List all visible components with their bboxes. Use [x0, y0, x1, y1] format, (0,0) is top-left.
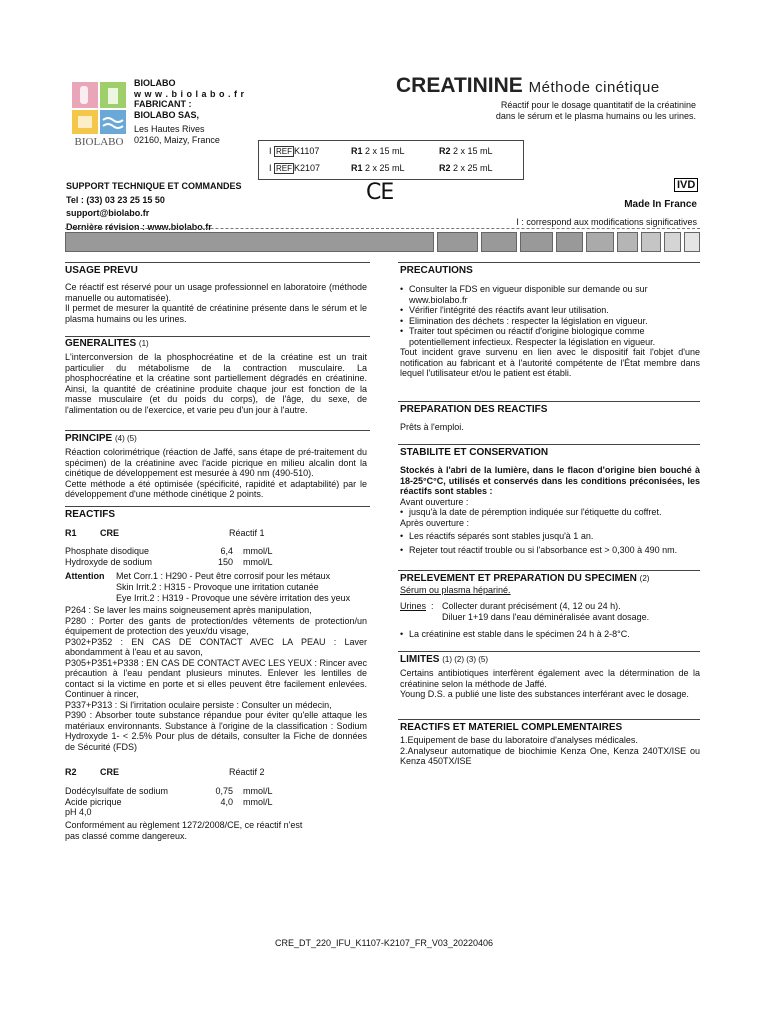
r2-label: R2	[439, 146, 451, 156]
ref-code: K2107	[294, 163, 321, 173]
conformity-note: Conformément au règlement 1272/2008/CE, ce réactif n'est pas classé comme dangereux.	[65, 820, 303, 841]
company-name: BIOLABO	[134, 78, 176, 88]
statement-p337: P337+P313 : Si l'irritation oculaire persiste : Consulter un médecin,	[65, 699, 332, 710]
limites-paragraph: Certains antibiotiques interfèrent également avec la détermination de la créatinine selon la méthode de Jaffé.	[400, 668, 700, 689]
section-reactifs-title: REACTIFS	[65, 509, 115, 520]
section-prelevement-title	[400, 573, 649, 584]
section-materiel-title: REACTIFS ET MATERIEL COMPLEMENTAIRES	[400, 722, 623, 733]
address-line-2: 02160, Maizy, France	[134, 134, 220, 145]
specimen-list	[400, 629, 700, 640]
composition-row	[65, 786, 305, 797]
component-name: Acide picrique	[65, 796, 122, 807]
r1-composition	[65, 546, 305, 567]
band-segment	[617, 232, 639, 252]
materiel-item: 2.Analyseur automatique de biochimie Kenza One, Kenza 240TX/ISE ou Kenza 450TX/ISE	[400, 745, 700, 766]
section-principe-title	[65, 433, 137, 444]
hazard-line: Met Corr.1 : H290 - Peut être corrosif pour les métaux	[116, 571, 331, 581]
usage-paragraph: Il permet de mesurer la quantité de créatinine présente dans le sérum et le plasma humains ou les urines.	[65, 303, 367, 324]
hazard-line: Skin Irrit.2 : H315 - Provoque une irritation cutanée	[116, 582, 319, 592]
r2-volume: 2 x 25 mL	[453, 163, 493, 173]
principe-paragraph: Réaction colorimétrique (réaction de Jaffé, sans étape de pré-traitement du spécimen) de la créatinine avec l'acide picrique en milieu alcalin dont la cinétique de développement est mesurée à 490 nm (490-510).	[65, 447, 367, 478]
list-item: • Les réactifs séparés sont stables jusqu'à 1 an.	[409, 531, 700, 542]
usage-text	[65, 282, 367, 324]
materiel-text	[400, 735, 700, 767]
before-opening-label: Avant ouverture :	[400, 496, 469, 507]
r1-name: Réactif 1	[229, 528, 265, 538]
section-title-text: PRELEVEMENT ET PREPARATION DU SPECIMEN	[400, 573, 637, 584]
section-rule	[398, 570, 700, 571]
list-item: • Vérifier l'intégrité des réactifs avant leur utilisation.	[409, 305, 700, 316]
product-name: CREATININE	[396, 74, 523, 97]
limites-paragraph: Young D.S. a publié une liste des substances interférant avec le dosage.	[400, 689, 689, 699]
logo-brand-text: BIOLABO	[74, 136, 124, 148]
component-unit: mmol/L	[243, 546, 273, 556]
component-name: Dodécylsulfate de sodium	[65, 786, 169, 796]
section-usage-title: USAGE PREVU	[65, 265, 138, 276]
list-item: • Consulter la FDS en vigueur disponible sur demande ou sur www.biolabo.fr	[409, 284, 700, 305]
band-segment	[684, 232, 700, 252]
method-subtitle: Méthode cinétique	[528, 79, 660, 96]
section-rule	[398, 401, 700, 402]
preparation-text: Prêts à l'emploi.	[400, 422, 464, 432]
r1-label: R1	[351, 163, 363, 173]
principe-text	[65, 447, 367, 500]
r1-label: R1	[65, 528, 77, 538]
modification-legend: I : correspond aux modifications significatives	[516, 217, 697, 227]
incident-notice: Tout incident grave survenu en lien avec le dispositif fait l'objet d'une notification au fabricant et à l'autorité compétente de l'État membre dans lequel l'utilisateur et/ou le patient est établi.	[400, 347, 700, 378]
list-item: • Traiter tout spécimen ou réactif d'origine biologique comme potentiellement infectieux. Respecter la législation en vigueur.	[409, 326, 700, 347]
ref-r1	[351, 146, 405, 157]
decorative-band	[65, 232, 700, 252]
r2-composition	[65, 786, 305, 818]
section-rule	[65, 506, 370, 507]
precautions-text	[400, 284, 700, 379]
section-ref: (1)	[138, 339, 149, 348]
section-generalites-title	[65, 338, 149, 349]
statement-p264: P264 : Se laver les mains soigneusement après manipulation,	[65, 605, 312, 615]
support-block	[66, 180, 242, 234]
ref-r2	[439, 146, 493, 157]
generalites-text: L'interconversion de la phosphocréatine et de la créatine est un trait particulier du métabolisme de la contraction musculaire. La phosphocréatine et la créatine sont partiellement dégradés en créatinine. Ainsi, la quantité de créatinine produite chaque jour est fonction de la masse musculaire (et du poids du corps), de l'âge, du sexe, de l'alimentation ou de l'exercice, et varie peu d'un jour à l'autre.	[65, 352, 367, 415]
r2-code: CRE	[100, 767, 120, 777]
section-ref: (2)	[639, 574, 650, 583]
specimen-stability	[400, 629, 700, 640]
attention-label: Attention	[65, 571, 105, 581]
ref-r2	[439, 163, 493, 174]
r1-volume: 2 x 15 mL	[365, 146, 405, 156]
section-stabilite-title: STABILITE ET CONSERVATION	[400, 447, 549, 458]
support-email: support@biolabo.fr	[66, 208, 150, 218]
made-in-france: Made In France	[624, 199, 697, 210]
r2-label: R2	[65, 767, 77, 777]
ref-symbol: REF	[276, 164, 293, 173]
component-value: 150	[217, 556, 233, 567]
urines-instruction: Diluer 1+19 dans l'eau déminéralisée avant dosage.	[442, 612, 650, 622]
biolabo-logo	[70, 80, 128, 152]
ce-mark-icon: CE	[366, 180, 394, 205]
section-limites-title	[400, 654, 488, 665]
section-rule	[398, 651, 700, 652]
section-rule	[65, 430, 370, 431]
list-item: • Rejeter tout réactif trouble ou si l'absorbance est > 0,300 à 490 nm.	[409, 545, 700, 556]
stabilite-text	[400, 465, 700, 555]
address-line-1: Les Hautes Rives	[134, 124, 205, 134]
r2-volume: 2 x 15 mL	[453, 146, 493, 156]
urines-colon: :	[431, 601, 434, 611]
band-segment	[664, 232, 682, 252]
band-segment	[520, 232, 553, 252]
change-marker: I	[269, 146, 272, 156]
composition-row	[65, 546, 305, 557]
component-value: 6,4	[220, 546, 233, 556]
principe-paragraph: Cette méthode a été optimisée (spécificité, rapidité et adaptabilité) par le développement d'une méthode cinétique 2 points.	[65, 478, 367, 499]
band-segment	[437, 232, 478, 252]
band-segment	[556, 232, 583, 252]
document-footer-code: CRE_DT_220_IFU_K1107-K2107_FR_V03_20220406	[275, 938, 493, 948]
support-phone: Tel : (33) 03 23 25 15 50	[66, 194, 165, 205]
manufacturer-label: FABRICANT :	[134, 99, 192, 109]
component-value: 0,75	[215, 786, 233, 796]
section-rule	[398, 262, 700, 263]
section-precautions-title: PRECAUTIONS	[400, 265, 473, 276]
band-segment	[65, 232, 434, 252]
composition-row	[65, 557, 305, 568]
section-title-text: GENERALITES	[65, 338, 137, 349]
ref-r1	[351, 163, 405, 174]
ref-symbol: REF	[276, 147, 293, 156]
description-line-1: Réactif pour le dosage quantitatif de la créatinine	[500, 100, 696, 110]
list-item: • La créatinine est stable dans le spécimen 24 h à 2-8°C.	[409, 629, 700, 640]
specimen-type: Sérum ou plasma hépariné.	[400, 585, 511, 595]
revision-info: Dernière révision : www.biolabo.fr	[66, 221, 212, 232]
section-preparation-title: PREPARATION DES REACTIFS	[400, 404, 548, 415]
stability-statement: Stockés à l'abri de la lumière, dans le flacon d'origine bien bouché à 18-25°C°C, utilisés et conservés dans les conditions préconisées, les réactifs sont stables :	[400, 465, 700, 496]
section-ref: (1) (2) (3) (5)	[442, 655, 489, 664]
hazard-line: Eye Irrit.2 : H319 - Provoque une sévère irritation des yeux	[116, 593, 351, 603]
statement-p302: P302+P352 : EN CAS DE CONTACT AVEC LA PEAU : Laver abondamment à l'eau et au savon,	[65, 636, 367, 657]
r1-code: CRE	[100, 528, 120, 538]
ph-value: pH 4,0	[65, 807, 92, 817]
r1-volume: 2 x 25 mL	[365, 163, 405, 173]
ref-row	[269, 146, 319, 158]
materiel-item: 1.Equipement de base du laboratoire d'analyses médicales.	[400, 735, 638, 745]
list-item: • jusqu'à la date de péremption indiquée sur l'étiquette du coffret.	[409, 507, 700, 518]
usage-paragraph: Ce réactif est réservé pour un usage professionnel en laboratoire (méthode manuelle ou automatisée).	[65, 282, 367, 303]
precautionary-statements	[65, 605, 367, 752]
section-rule	[398, 444, 700, 445]
section-title-text: PRINCIPE	[65, 433, 113, 444]
r2-label: R2	[439, 163, 451, 173]
composition-row	[65, 797, 305, 808]
section-rule	[398, 719, 700, 720]
before-opening-list	[400, 507, 700, 518]
company-website: w w w . b i o l a b o . f r	[134, 88, 245, 99]
component-value: 4,0	[220, 796, 233, 807]
section-rule	[65, 336, 370, 337]
limites-text	[400, 668, 700, 700]
statement-p305: P305+P351+P338 : EN CAS DE CONTACT AVEC LES YEUX : Rincer avec précaution à l'eau pendant plusieurs minutes. Enlever les lentilles de contact si la victime en porte et si elles peuvent être facilement enlevées. Continuer à rincer,	[65, 657, 367, 699]
page-title	[396, 74, 660, 98]
company-block	[134, 78, 245, 145]
section-rule	[65, 262, 370, 263]
product-description	[396, 100, 696, 121]
after-opening-label: Après ouverture :	[400, 517, 470, 528]
ref-code: K1107	[294, 146, 320, 156]
header-divider	[65, 228, 700, 229]
component-unit: mmol/L	[243, 786, 273, 796]
after-opening-list	[400, 531, 700, 555]
urines-instruction: Collecter durant précisément (4, 12 ou 24 h).	[442, 601, 621, 611]
reference-box	[258, 140, 524, 180]
section-title-text: LIMITES	[400, 654, 440, 665]
band-segment	[641, 232, 661, 252]
component-unit: mmol/L	[243, 796, 273, 807]
r1-label: R1	[351, 146, 363, 156]
precautions-list	[400, 284, 700, 347]
support-title: SUPPORT TECHNIQUE ET COMMANDES	[66, 181, 242, 191]
section-ref: (4) (5)	[115, 434, 137, 443]
change-marker: I	[269, 163, 272, 173]
component-name: Hydroxyde de sodium	[65, 556, 153, 567]
band-segment	[586, 232, 613, 252]
logo-graphic-icon	[70, 80, 128, 136]
component-name: Phosphate disodique	[65, 546, 150, 556]
component-unit: mmol/L	[243, 556, 273, 567]
manufacturer-name: BIOLABO SAS,	[134, 109, 200, 120]
r2-name: Réactif 2	[229, 767, 265, 777]
ivd-symbol: IVD	[674, 178, 698, 192]
band-segment	[481, 232, 516, 252]
ref-row	[269, 163, 320, 175]
statement-p390: P390 : Absorber toute substance répandue pour éviter qu'elle attaque les matériaux environnants. Substance à l'origine de la classification : Sodium Hydroxyde 1- < 2.5% Pour plus de détails, consulter la Fiche de données de Sécurité (FDS)	[65, 710, 367, 752]
urines-label: Urines	[400, 601, 427, 611]
statement-p280: P280 : Porter des gants de protection/des vêtements de protection/un équipement de protection des yeux/du visage,	[65, 615, 367, 636]
description-line-2: dans le sérum et le plasma humains ou les urines.	[495, 110, 696, 121]
list-item: • Elimination des déchets : respecter la législation en vigueur.	[409, 316, 700, 327]
